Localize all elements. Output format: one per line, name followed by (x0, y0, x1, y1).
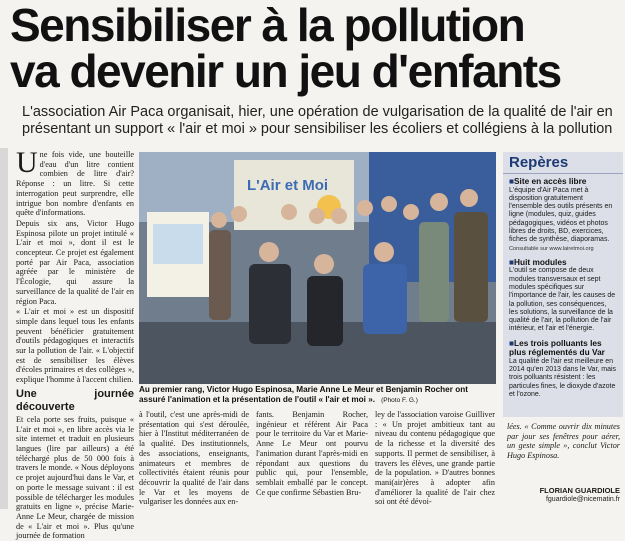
sidebar-item (503, 336, 623, 401)
group-photo-illustration (139, 152, 496, 384)
sidebar-item-heading: ■ Les trois polluants les plus réglementés du Var (509, 339, 617, 358)
sidebar-item-heading: ■ Site en accès libre (509, 177, 617, 187)
article-column-5: lées. « Comme ouvrir dix minutes par jour ses fenêtres pour aérer, un geste simple », conclut Victor Hugo Espinosa. (507, 422, 620, 461)
article-column-4: ley de l'association varoise Guilliver : « Un projet ambitieux tant au niveau du contenu pédagogique que de la richesse et la diversité des supports. Il permet de sensibiliser, à travers les élèves, une grande partie de la population. » D'autres bonnes mani(air)ères à adopter afin d'améliorer la qualité de l'air chez soi ont été dévoi- (375, 410, 495, 507)
sidebar-title: Repères (503, 152, 623, 174)
paragraph-4: Et cela porte ses fruits, puisque « L'air et moi », en libre accès via le site internet et traduit en plusieurs langues (lire par ailleurs) a été téléchargé plus de 50 000 fois à travers le monde. « Nous déployons ce projet aujourd'hui dans le Var, et on porte le message suivant : il est possible de télécharger les modules gratuits en ligne », précise Marie-Anne Le Meur, chargée de mission de « L'air et moi ». Plus qu'une journée de formation (16, 414, 134, 541)
byline (507, 486, 620, 504)
sidebar-item-heading: ■ Huit modules (509, 258, 617, 268)
poster-title: L'Air et Moi (247, 177, 329, 194)
standfirst: L'association Air Paca organisait, hier, une opération de vulgarisation de la qualité de l'air en présentant un support « l'air et moi » pour sensibiliser les écoliers et collégiens à la pollution (22, 104, 613, 137)
drop-cap: U (16, 146, 38, 179)
page-gutter (0, 148, 8, 509)
author-name: FLORIAN GUARDIOLE (539, 486, 620, 495)
subheading: Une journée découverte (16, 387, 134, 413)
article-column-2: à l'outil, c'est une après-midi de présentation qui s'est déroulée, hier à l'Institut méditerranéen de la qualité. Des institutionnels, des associations, enseignants, animateurs et membres de collectivités étaient réunis pour découvrir la qualité de l'air dans le Var et les moyens de vulgariser les données aux en- (139, 410, 249, 507)
paragraph-2: Depuis six ans, Victor Hugo Espinosa pilote un projet intitulé « L'air et moi », dont il est le concepteur. Ce projet est également porté par Air Paca, association agréée par le ministère de l'Écologie, qui assure la surveillance de la qualité de l'air en région Paca. (16, 218, 134, 306)
paragraph-1 (16, 146, 134, 218)
sidebar-item-text: La qualité de l'air est meilleure en 2014 qu'en 2013 dans le Var, mais trois polluants résistent : les particules fines, le dioxyde d'azote et l'ozone. (509, 357, 617, 398)
headline-line-2: va devenir un jeu d'enfants (10, 45, 561, 97)
photo-caption (139, 385, 496, 406)
caption-text: Au premier rang, Victor Hugo Espinosa, Marie Anne Le Meur et Benjamin Rocher ont assuré l'animation et la présentation de l'outil « l'air et moi ». (139, 385, 468, 404)
paragraph-1-text: ne fois vide, une bouteille d'eau d'un litre contient combien de litre d'air? Réponse : un litre. Si cette interrogation peut surprendre, elle intrigue bon nombre d'enfants en quête d'informations. (16, 150, 134, 218)
sidebar-item-text: L'équipe d'Air Paca met à disposition gratuitement l'ensemble des outils présents en ligne (modules, quiz, guides pédagogiques, vidéos et photos libres de droits, BD, exercices, fiches de synthèse, diaporamas. (509, 186, 613, 244)
author-email: fguardiole@nicematin.fr (545, 496, 620, 503)
headline-line-1: Sensibiliser à la pollution (10, 0, 525, 51)
article-column-3: fants. Benjamin Rocher, ingénieur et référent Air Paca pour le territoire du Var et Marie-Anne Le Meur ont pourvu l'animation durant l'après-midi en répondant aux questions du public qui, pour l'ensemble, semblait emballé par le concept. Ce que confirme Sébastien Bru- (256, 410, 368, 497)
article-column-1 (16, 146, 134, 541)
sidebar-item-note: Consultable sur www.lairetmoi.org (509, 245, 594, 252)
sidebar-item-text: L'outil se compose de deux modules transversaux et sept modules spécifiques sur l'importance de l'air, les causes de la pollution, ses conséquences, les solutions, la surveillance de la qualité de l'air, la pollution de l'air intérieur, et l'air et l'énergie. (509, 267, 616, 333)
photo-credit: (Photo F. G.) (381, 397, 418, 404)
page-title (10, 0, 620, 97)
sidebar-item (503, 174, 623, 255)
sidebar-item (503, 255, 623, 336)
group-photo (139, 152, 496, 384)
reperes-sidebar (503, 152, 623, 417)
paragraph-3: « L'air et moi » est un dispositif simple dans lequel tous les enfants peuvent bénéficier gratuitement d'outils pédagogiques et interactifs sur la pollution de l'air. « L'objectif est de sensibiliser les élèves d'écoles primaires et des collèges », explique l'homme à l'accent chilien. (16, 307, 134, 385)
